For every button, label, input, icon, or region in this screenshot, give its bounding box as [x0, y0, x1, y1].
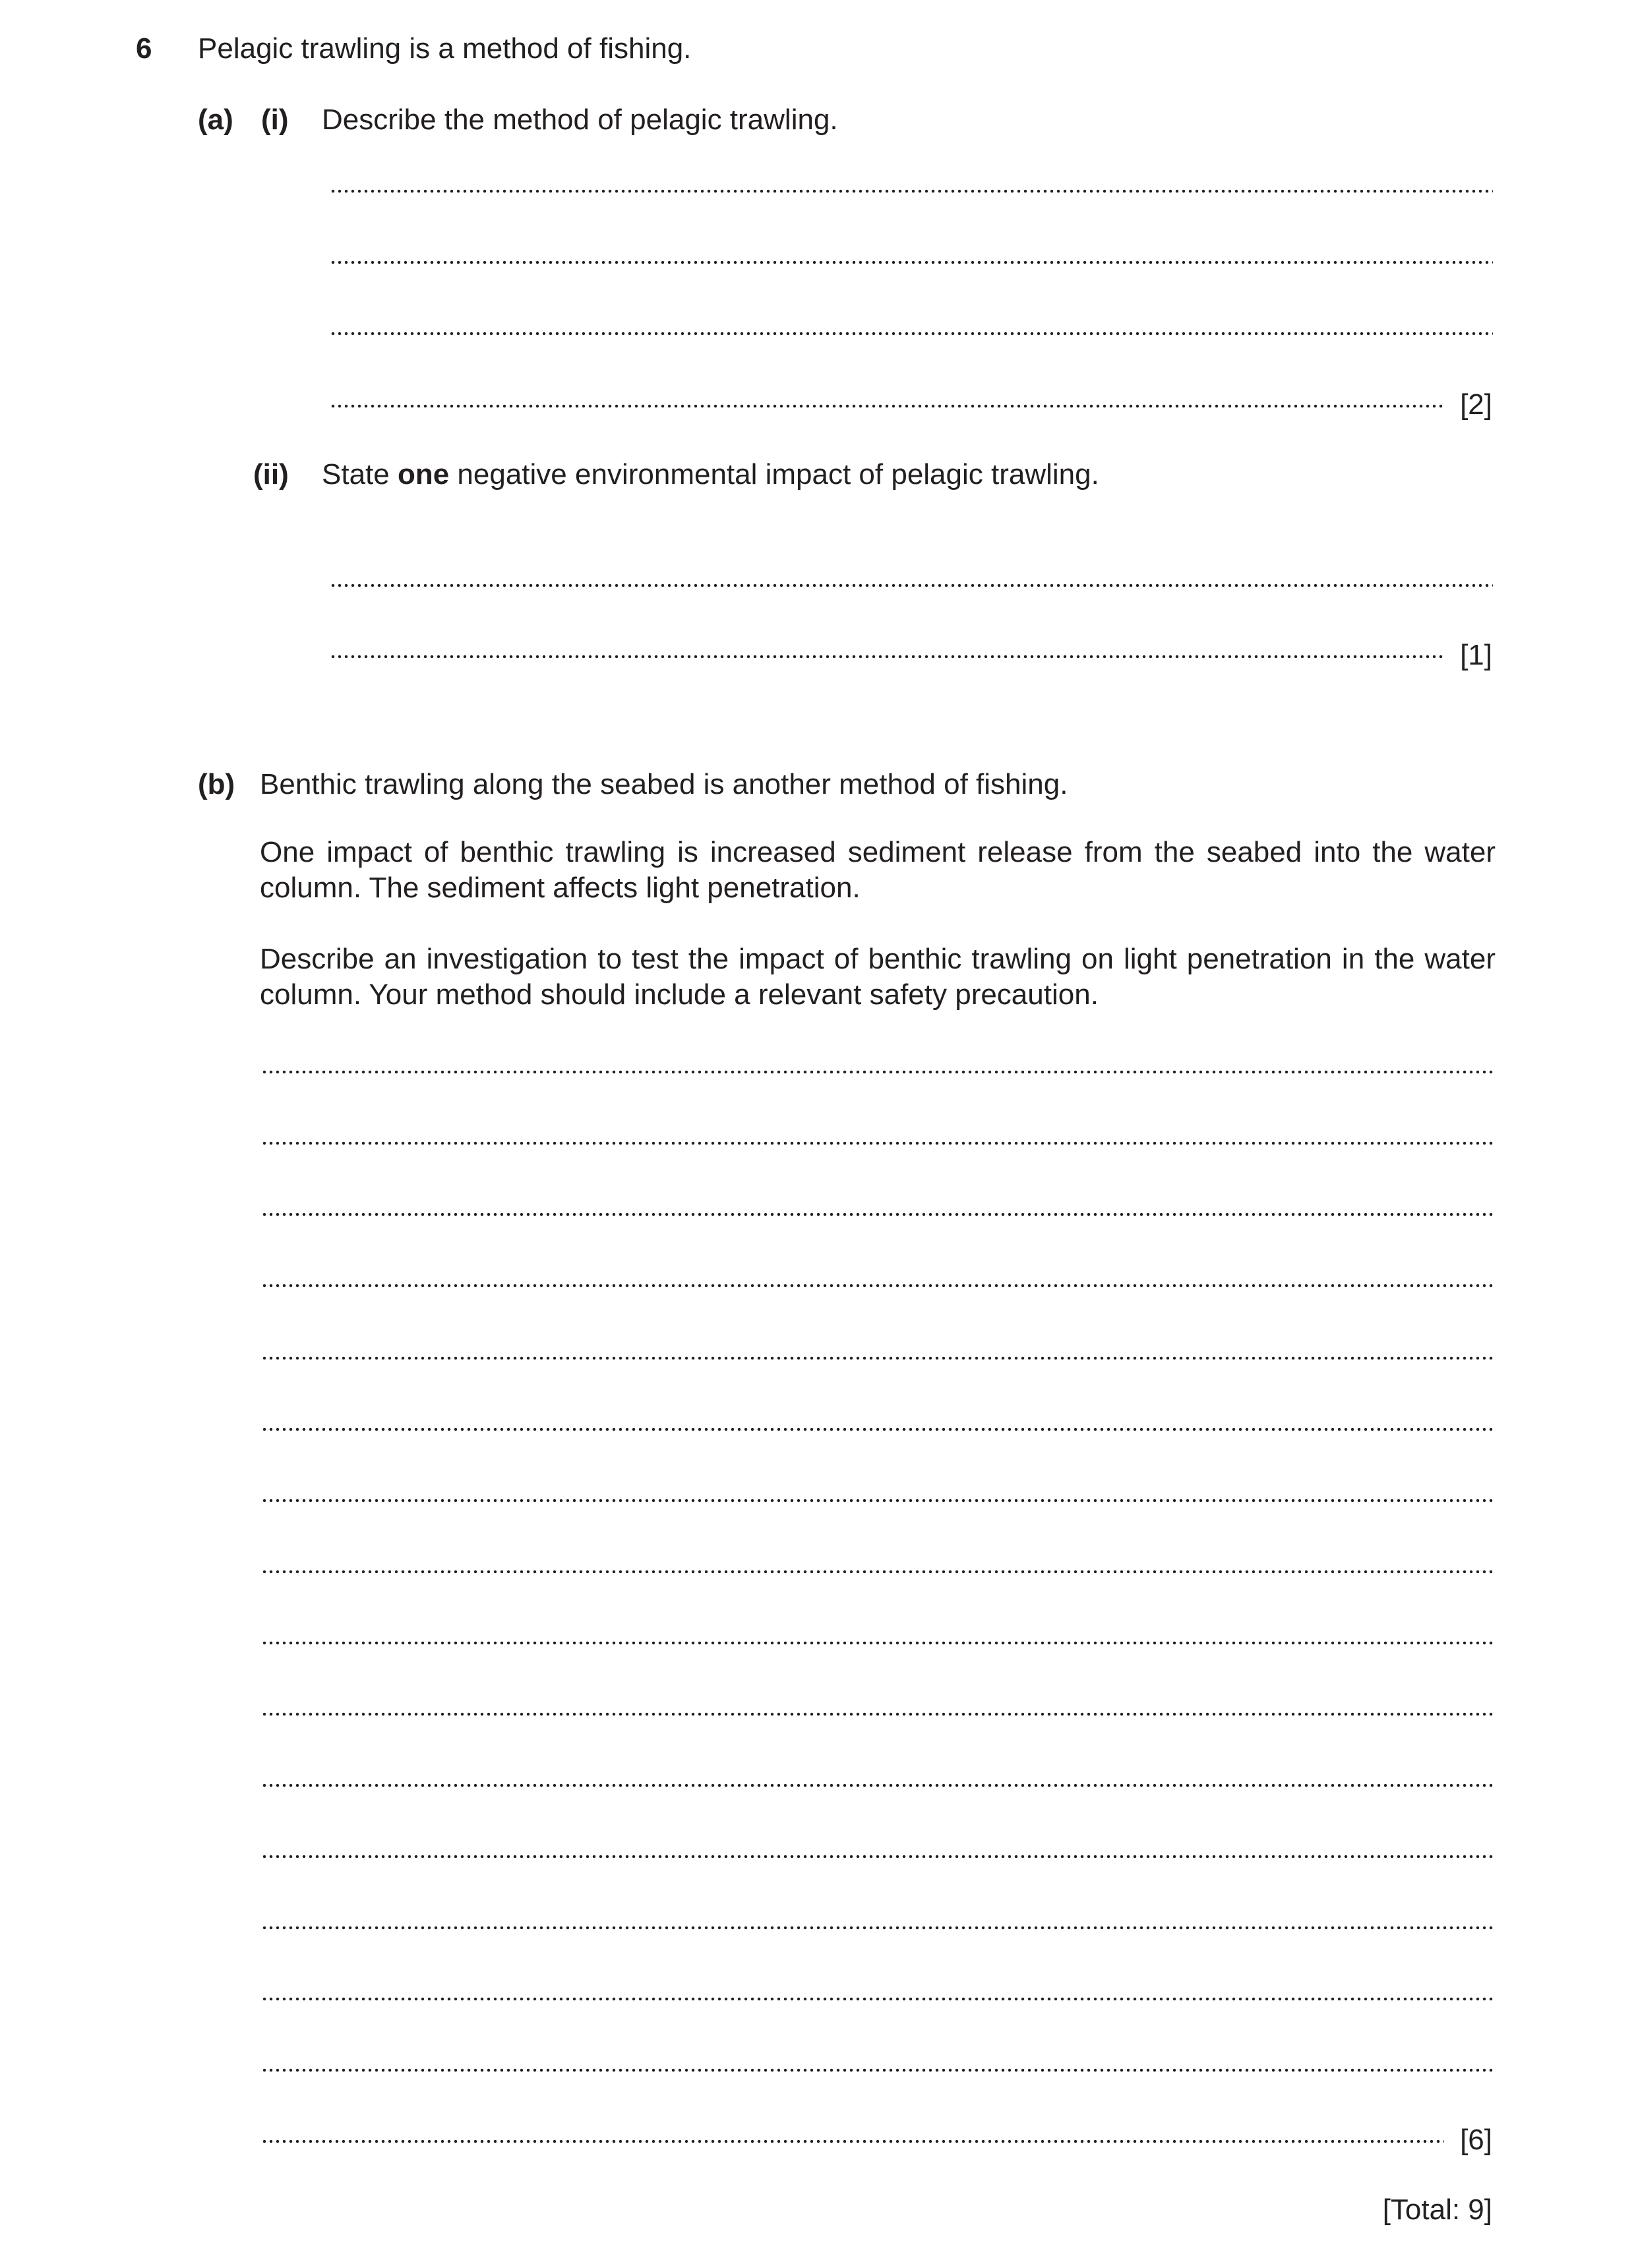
answer-line[interactable]	[261, 2139, 1444, 2144]
answer-line[interactable]	[330, 189, 1493, 194]
marks-a-ii: [1]	[1460, 639, 1492, 671]
part-a-ii-prompt	[322, 460, 1099, 489]
answer-line[interactable]	[330, 403, 1444, 409]
answer-line[interactable]	[261, 1141, 1493, 1146]
question-stem: Pelagic trawling is a method of fishing.	[198, 32, 692, 65]
part-a-i-prompt: Describe the method of pelagic trawling.	[322, 104, 838, 136]
emphasis-text: one	[397, 458, 450, 491]
answer-line[interactable]	[261, 1283, 1493, 1288]
answer-line[interactable]	[330, 583, 1493, 588]
answer-line[interactable]	[261, 1925, 1493, 1930]
part-a-i-label: (i)	[261, 104, 289, 136]
part-b-context: One impact of benthic trawling is increased sediment release from the seabed into the water column. The sediment affects light penetration.	[260, 836, 1496, 904]
answer-line[interactable]	[261, 1712, 1493, 1717]
answer-line[interactable]	[261, 1069, 1493, 1075]
answer-line[interactable]	[261, 1996, 1493, 2002]
part-b-task: Describe an investigation to test the impact of benthic trawling on light penetration in the water column. Your method should include a relevant safety precaution.	[260, 943, 1496, 1011]
answer-line[interactable]	[261, 1640, 1493, 1646]
answer-line[interactable]	[261, 1854, 1493, 1859]
answer-line[interactable]	[261, 1783, 1493, 1788]
marks-b: [6]	[1460, 2124, 1492, 2156]
answer-line[interactable]	[330, 260, 1493, 265]
answer-line[interactable]	[261, 1427, 1493, 1432]
part-a-label: (a)	[198, 104, 233, 136]
question-number: 6	[136, 32, 152, 65]
marks-a-i: [2]	[1460, 388, 1492, 421]
part-b-intro: Benthic trawling along the seabed is another method of fishing.	[260, 768, 1068, 800]
prompt-text: State	[322, 458, 398, 491]
answer-line[interactable]	[261, 1569, 1493, 1574]
answer-line[interactable]	[261, 1498, 1493, 1503]
prompt-text: negative environmental impact of pelagic trawling.	[449, 458, 1099, 491]
part-a-ii-label: (ii)	[253, 458, 289, 491]
answer-line[interactable]	[261, 1356, 1493, 1361]
answer-line[interactable]	[330, 654, 1444, 659]
answer-line[interactable]	[330, 331, 1493, 336]
part-b-label: (b)	[198, 768, 235, 800]
answer-line[interactable]	[261, 2068, 1493, 2073]
answer-line[interactable]	[261, 1212, 1493, 1217]
total-marks: [Total: 9]	[1382, 2193, 1492, 2226]
